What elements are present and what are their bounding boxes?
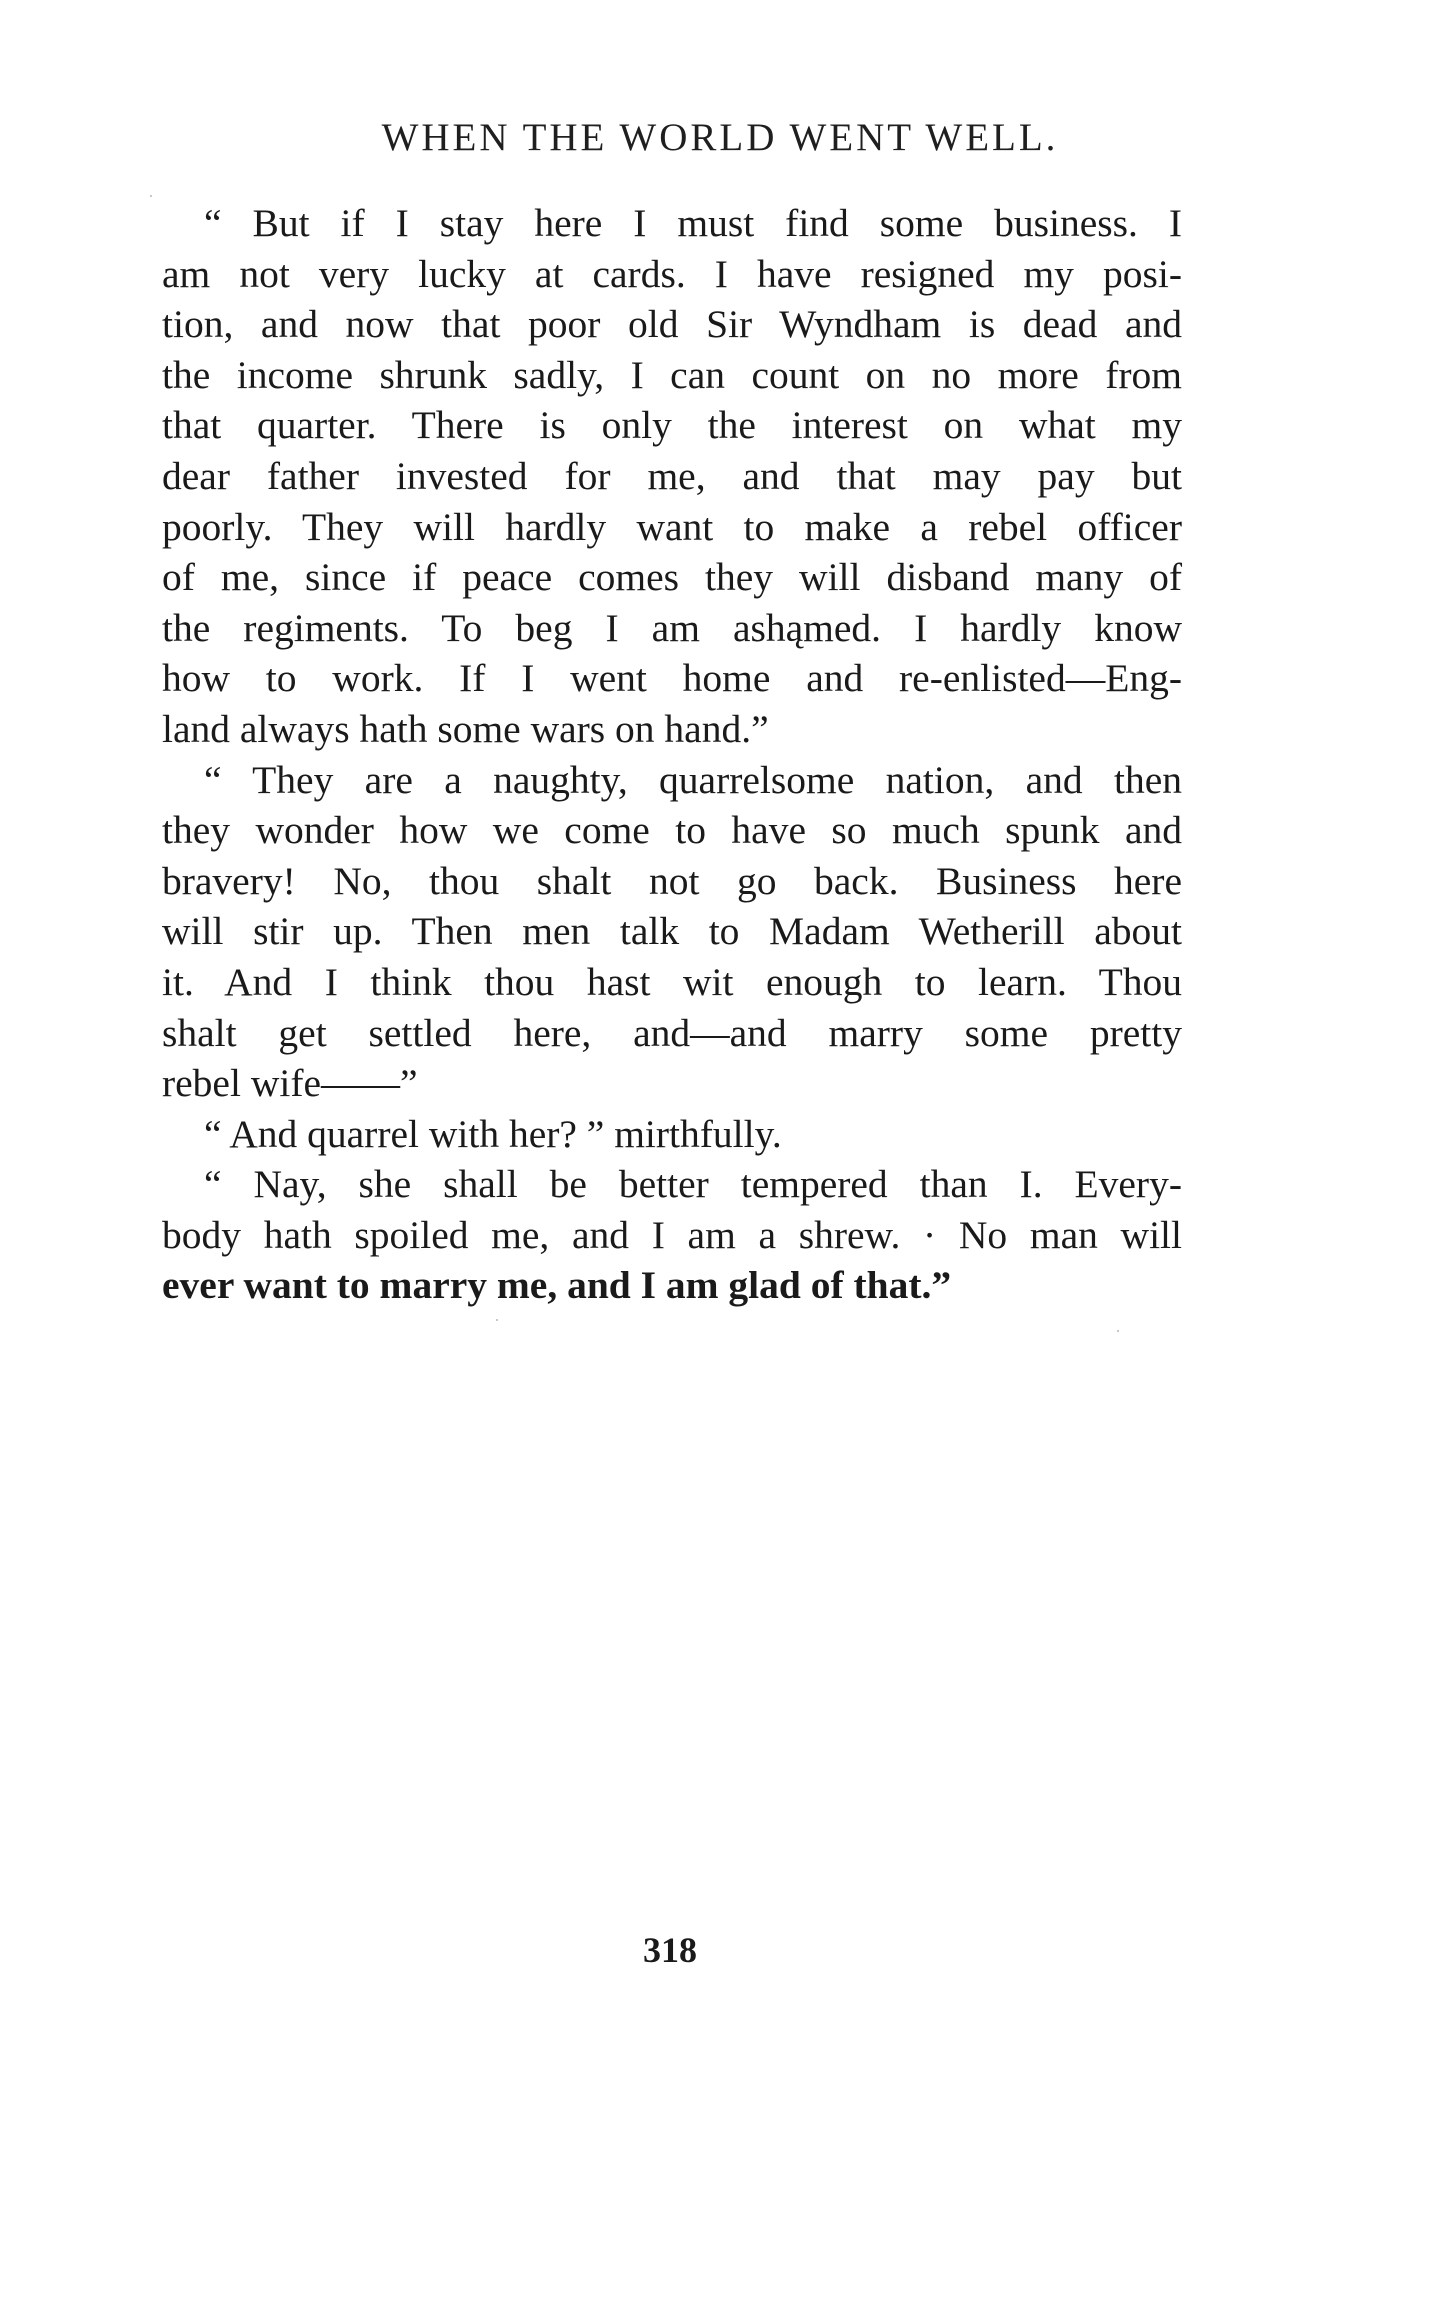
- text-line: poorly. They will hardly want to make a rebel officer: [162, 504, 1182, 549]
- text-line: the income shrunk sadly, I can count on no more from: [162, 352, 1182, 397]
- text-line: “ And quarrel with her? ” mirthfully.: [204, 1111, 782, 1156]
- text-line: am not very lucky at cards. I have resigned my posi-: [162, 251, 1182, 296]
- running-head: WHEN THE WORLD WENT WELL.: [381, 116, 1059, 159]
- text-line: it. And I think thou hast wit enough to learn. Thou: [162, 959, 1182, 1004]
- text-line: body hath spoiled me, and I am a shrew. · No man will: [162, 1212, 1182, 1257]
- text-line: “ Nay, she shall be better tempered than I. Every-: [204, 1162, 1182, 1207]
- text-line: how to work. If I went home and re-enlisted—Eng-: [162, 656, 1182, 701]
- text-line: ever want to marry me, and I am glad of that.”: [162, 1263, 952, 1308]
- paper-speck: [1117, 1330, 1119, 1332]
- paper-speck: [150, 195, 152, 197]
- text-line: “ They are a naughty, quarrelsome nation, and then: [204, 757, 1182, 802]
- text-line: bravery! No, thou shalt not go back. Business here: [162, 858, 1182, 903]
- paper-speck: [496, 1319, 498, 1321]
- text-line: dear father invested for me, and that may pay but: [162, 453, 1182, 498]
- text-line: of me, since if peace comes they will disband many of: [162, 555, 1182, 600]
- page-number: 318: [643, 1930, 697, 1970]
- text-line: “ But if I stay here I must find some business. I: [204, 201, 1182, 245]
- text-line: that quarter. There is only the interest on what my: [162, 403, 1182, 448]
- text-line: tion, and now that poor old Sir Wyndham is dead and: [162, 302, 1182, 347]
- text-line: the regiments. To beg I am ashąmed. I hardly know: [162, 605, 1182, 650]
- text-line: will stir up. Then men talk to Madam Wetherill about: [162, 909, 1182, 954]
- text-line: rebel wife——”: [162, 1061, 418, 1106]
- text-line: land always hath some wars on hand.”: [162, 706, 769, 751]
- body-text: [162, 198, 1182, 1311]
- text-line: shalt get settled here, and—and marry some pretty: [162, 1010, 1182, 1055]
- text-line: they wonder how we come to have so much spunk and: [162, 808, 1182, 853]
